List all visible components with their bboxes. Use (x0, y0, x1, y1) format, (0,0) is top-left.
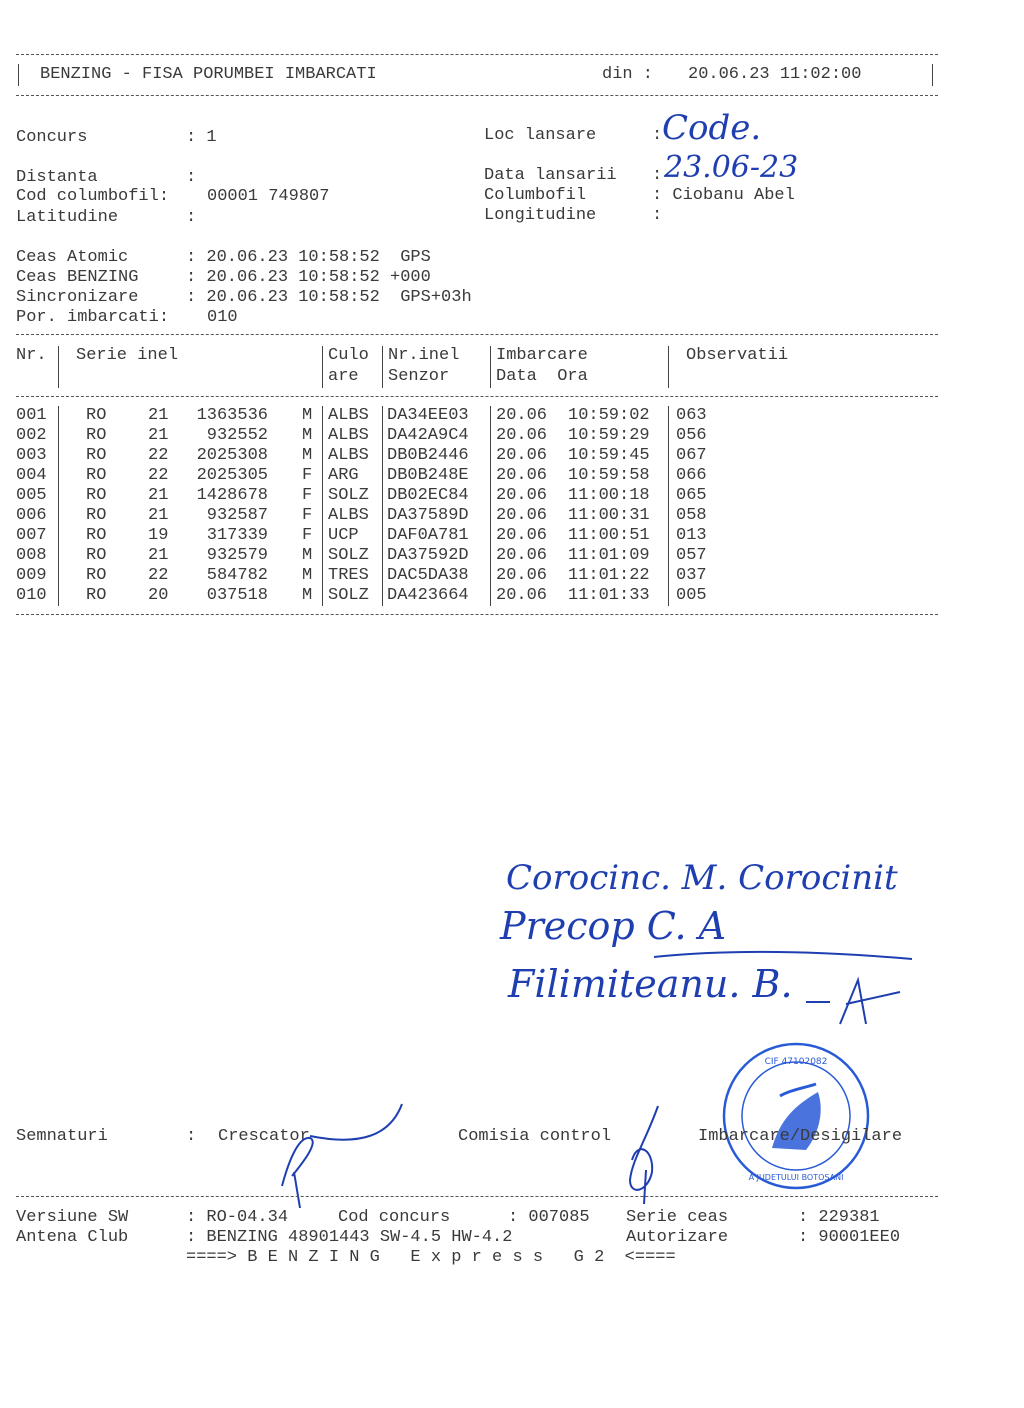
body-divider-imbarcare (490, 406, 491, 606)
cell-sex: M (302, 586, 313, 605)
cell-ora: 11:00:31 (568, 506, 650, 525)
cell-an: 20 (148, 586, 169, 605)
antena-club-label: Antena Club (16, 1228, 129, 1247)
svg-text:A JUDETULUI BOTOSANI: A JUDETULUI BOTOSANI (748, 1173, 844, 1182)
cell-sex: F (302, 466, 313, 485)
cell-sex: F (302, 526, 313, 545)
header-divider-nrinel (382, 346, 383, 388)
cell-observatii: 058 (676, 506, 707, 525)
cell-culoare: TRES (328, 566, 369, 585)
cell-ora: 11:01:22 (568, 566, 650, 585)
body-divider-culoare (322, 406, 323, 606)
cell-culoare: ARG (328, 466, 359, 485)
col-header-nrinel-2: Senzor (388, 367, 450, 386)
col-header-imbarcare-1: Imbarcare (496, 346, 588, 365)
cell-senzor: DB0B248E (387, 466, 469, 485)
report-date-label: din : (602, 65, 654, 84)
autorizare-label: Autorizare (626, 1228, 729, 1247)
latitudine-label: Latitudine (16, 208, 119, 227)
distanta-label: Distanta (16, 168, 98, 187)
col-header-nr: Nr. (16, 346, 47, 365)
cell-inel: 932552 (206, 426, 268, 445)
cell-tara: RO (86, 546, 107, 565)
cell-data: 20.06 (496, 506, 548, 525)
ceas-atomic-value: : 20.06.23 10:58:52 GPS (186, 248, 431, 267)
cell-observatii: 063 (676, 406, 707, 425)
cell-nr: 008 (16, 546, 47, 565)
cell-data: 20.06 (496, 566, 548, 585)
cell-observatii: 013 (676, 526, 707, 545)
cell-an: 21 (148, 406, 169, 425)
cell-culoare: ALBS (328, 426, 369, 445)
cell-data: 20.06 (496, 546, 548, 565)
cell-sex: M (302, 426, 313, 445)
cell-culoare: UCP (328, 526, 359, 545)
cell-inel: 2025308 (196, 446, 268, 465)
table-row (0, 566, 1024, 586)
table-top-rule (16, 334, 938, 335)
cell-nr: 002 (16, 426, 47, 445)
cell-an: 21 (148, 426, 169, 445)
cell-nr: 003 (16, 446, 47, 465)
cod-columbofil-value: 00001 749807 (207, 187, 330, 206)
cell-nr: 004 (16, 466, 47, 485)
cell-culoare: SOLZ (328, 486, 369, 505)
cell-ora: 11:01:09 (568, 546, 650, 565)
cell-observatii: 065 (676, 486, 707, 505)
versiune-sw-label: Versiune SW (16, 1208, 129, 1227)
cod-concurs-value: : 007085 (508, 1208, 590, 1227)
cell-nr: 010 (16, 586, 47, 605)
cell-nr: 006 (16, 506, 47, 525)
cell-culoare: ALBS (328, 406, 369, 425)
table-row (0, 506, 1024, 526)
cell-an: 19 (148, 526, 169, 545)
cell-senzor: DAC5DA38 (387, 566, 469, 585)
latitudine-value: : (186, 208, 197, 227)
body-divider-nrinel (382, 406, 383, 606)
cell-nr: 009 (16, 566, 47, 585)
cell-sex: F (302, 506, 313, 525)
cell-observatii: 005 (676, 586, 707, 605)
report-date-value: 20.06.23 11:02:00 (688, 65, 862, 84)
data-lansarii-handwritten: 23.06-23 (664, 150, 799, 185)
serie-ceas-value: : 229381 (798, 1208, 880, 1227)
cell-tara: RO (86, 426, 107, 445)
longitudine-label: Longitudine (484, 206, 597, 225)
cell-an: 22 (148, 446, 169, 465)
cell-senzor: DA37589D (387, 506, 469, 525)
cell-senzor: DA37592D (387, 546, 469, 565)
cell-senzor: DA423664 (387, 586, 469, 605)
semnaturi-colon: : (186, 1127, 197, 1146)
cell-tara: RO (86, 446, 107, 465)
header-divider-nr (58, 346, 59, 388)
cell-senzor: DAF0A781 (387, 526, 469, 545)
cell-ora: 11:00:51 (568, 526, 650, 545)
cell-data: 20.06 (496, 446, 548, 465)
table-header-rule (16, 396, 938, 397)
cell-tara: RO (86, 566, 107, 585)
crescator-label: Crescator (218, 1127, 310, 1146)
header-left-border (18, 64, 19, 86)
table-row (0, 406, 1024, 426)
cell-an: 22 (148, 566, 169, 585)
col-header-imbarcare-2: Data Ora (496, 367, 588, 386)
cell-tara: RO (86, 486, 107, 505)
cell-observatii: 056 (676, 426, 707, 445)
loc-lansare-handwritten: Code. (662, 108, 762, 148)
cell-inel: 2025305 (196, 466, 268, 485)
handwritten-signature-1: Corocinc. M. Corocinit (506, 858, 898, 898)
cell-senzor: DA42A9C4 (387, 426, 469, 445)
cell-data: 20.06 (496, 466, 548, 485)
cell-senzor: DB0B2446 (387, 446, 469, 465)
cell-tara: RO (86, 466, 107, 485)
data-lansarii-label: Data lansarii (484, 166, 617, 185)
club-stamp (720, 1040, 872, 1192)
cell-nr: 007 (16, 526, 47, 545)
cell-an: 21 (148, 546, 169, 565)
col-header-culoare-2: are (328, 367, 359, 386)
cell-tara: RO (86, 506, 107, 525)
versiune-sw-value: : RO-04.34 (186, 1208, 289, 1227)
cell-tara: RO (86, 526, 107, 545)
svg-text:CIF 47102082: CIF 47102082 (764, 1057, 828, 1067)
table-row (0, 546, 1024, 566)
header-divider-culoare (322, 346, 323, 388)
cod-concurs-label: Cod concurs (338, 1208, 451, 1227)
ceas-atomic-label: Ceas Atomic (16, 248, 129, 267)
report-title: BENZING - FISA PORUMBEI IMBARCATI (40, 65, 377, 84)
header-bottom-rule (16, 95, 938, 96)
cell-nr: 001 (16, 406, 47, 425)
cell-ora: 10:59:29 (568, 426, 650, 445)
crescator-signature-stroke (270, 1096, 410, 1216)
cell-senzor: DB02EC84 (387, 486, 469, 505)
body-divider-observatii (668, 406, 669, 606)
cell-sex: M (302, 546, 313, 565)
table-row (0, 466, 1024, 486)
autorizare-value: : 90001EE0 (798, 1228, 901, 1247)
cell-sex: M (302, 446, 313, 465)
cell-sex: M (302, 566, 313, 585)
table-row (0, 586, 1024, 606)
ceas-benzing-label: Ceas BENZING (16, 268, 139, 287)
cell-inel: 932579 (206, 546, 268, 565)
cell-ora: 11:01:33 (568, 586, 650, 605)
cell-inel: 1428678 (196, 486, 268, 505)
comisia-control-label: Comisia control (458, 1127, 612, 1146)
porumbei-imbarcati-label: Por. imbarcati: (16, 308, 170, 327)
cell-ora: 11:00:18 (568, 486, 650, 505)
cell-observatii: 067 (676, 446, 707, 465)
concurs-value: : 1 (186, 128, 217, 147)
col-header-serie: Serie inel (76, 346, 179, 365)
table-row (0, 446, 1024, 466)
table-row (0, 426, 1024, 446)
cell-inel: 317339 (206, 526, 268, 545)
cell-tara: RO (86, 586, 107, 605)
sincronizare-label: Sincronizare (16, 288, 139, 307)
cell-inel: 584782 (206, 566, 268, 585)
table-bottom-rule (16, 614, 938, 615)
handwritten-signature-2: Precop C. A (500, 904, 727, 948)
col-header-nrinel-1: Nr.inel (388, 346, 460, 365)
cell-inel: 932587 (206, 506, 268, 525)
cell-inel: 037518 (206, 586, 268, 605)
porumbei-imbarcati-value: 010 (207, 308, 238, 327)
antena-club-value: : BENZING 48901443 SW-4.5 HW-4.2 (186, 1228, 513, 1247)
cell-ora: 10:59:58 (568, 466, 650, 485)
cell-culoare: ALBS (328, 446, 369, 465)
cell-senzor: DA34EE03 (387, 406, 469, 425)
sincronizare-value: : 20.06.23 10:58:52 GPS+03h (186, 288, 472, 307)
benzing-banner: ====> B E N Z I N G E x p r e s s G 2 <==== (186, 1248, 676, 1267)
table-row (0, 486, 1024, 506)
cod-columbofil-label: Cod columbofil: (16, 187, 170, 206)
serie-ceas-label: Serie ceas (626, 1208, 729, 1227)
signature-scribble-3 (800, 972, 910, 1032)
cell-observatii: 057 (676, 546, 707, 565)
footer-rule (16, 1196, 938, 1197)
comisia-signature-stroke (618, 1100, 678, 1210)
body-divider-nr (58, 406, 59, 606)
ceas-benzing-value: : 20.06.23 10:58:52 +000 (186, 268, 431, 287)
cell-an: 21 (148, 506, 169, 525)
columbofil-label: Columbofil (484, 186, 587, 205)
cell-inel: 1363536 (196, 406, 268, 425)
cell-observatii: 037 (676, 566, 707, 585)
col-header-observatii: Observatii (686, 346, 789, 365)
header-divider-imbarcare (490, 346, 491, 388)
table-body (0, 406, 1024, 606)
cell-culoare: ALBS (328, 506, 369, 525)
cell-data: 20.06 (496, 586, 548, 605)
cell-culoare: SOLZ (328, 546, 369, 565)
cell-data: 20.06 (496, 426, 548, 445)
longitudine-value: : (652, 206, 663, 225)
loc-lansare-colon: : (652, 126, 663, 145)
table-row (0, 526, 1024, 546)
cell-sex: F (302, 486, 313, 505)
distanta-value: : (186, 168, 197, 187)
cell-ora: 10:59:45 (568, 446, 650, 465)
cell-an: 21 (148, 486, 169, 505)
cell-tara: RO (86, 406, 107, 425)
imbarcare-desigilare-label: Imbarcare/Desigilare (698, 1127, 903, 1146)
cell-observatii: 066 (676, 466, 707, 485)
col-header-culoare-1: Culo (328, 346, 369, 365)
cell-sex: M (302, 406, 313, 425)
header-top-rule (16, 54, 938, 55)
header-divider-observatii (668, 346, 669, 388)
cell-ora: 10:59:02 (568, 406, 650, 425)
cell-an: 22 (148, 466, 169, 485)
cell-data: 20.06 (496, 486, 548, 505)
cell-nr: 005 (16, 486, 47, 505)
loc-lansare-label: Loc lansare (484, 126, 597, 145)
columbofil-value: : Ciobanu Abel (652, 186, 795, 205)
semnaturi-label: Semnaturi (16, 1127, 108, 1146)
cell-data: 20.06 (496, 406, 548, 425)
cell-data: 20.06 (496, 526, 548, 545)
cell-culoare: SOLZ (328, 586, 369, 605)
data-lansarii-colon: : (652, 166, 663, 185)
header-right-border (932, 64, 933, 86)
handwritten-signature-3: Filimiteanu. B. (508, 962, 793, 1006)
concurs-label: Concurs (16, 128, 88, 147)
